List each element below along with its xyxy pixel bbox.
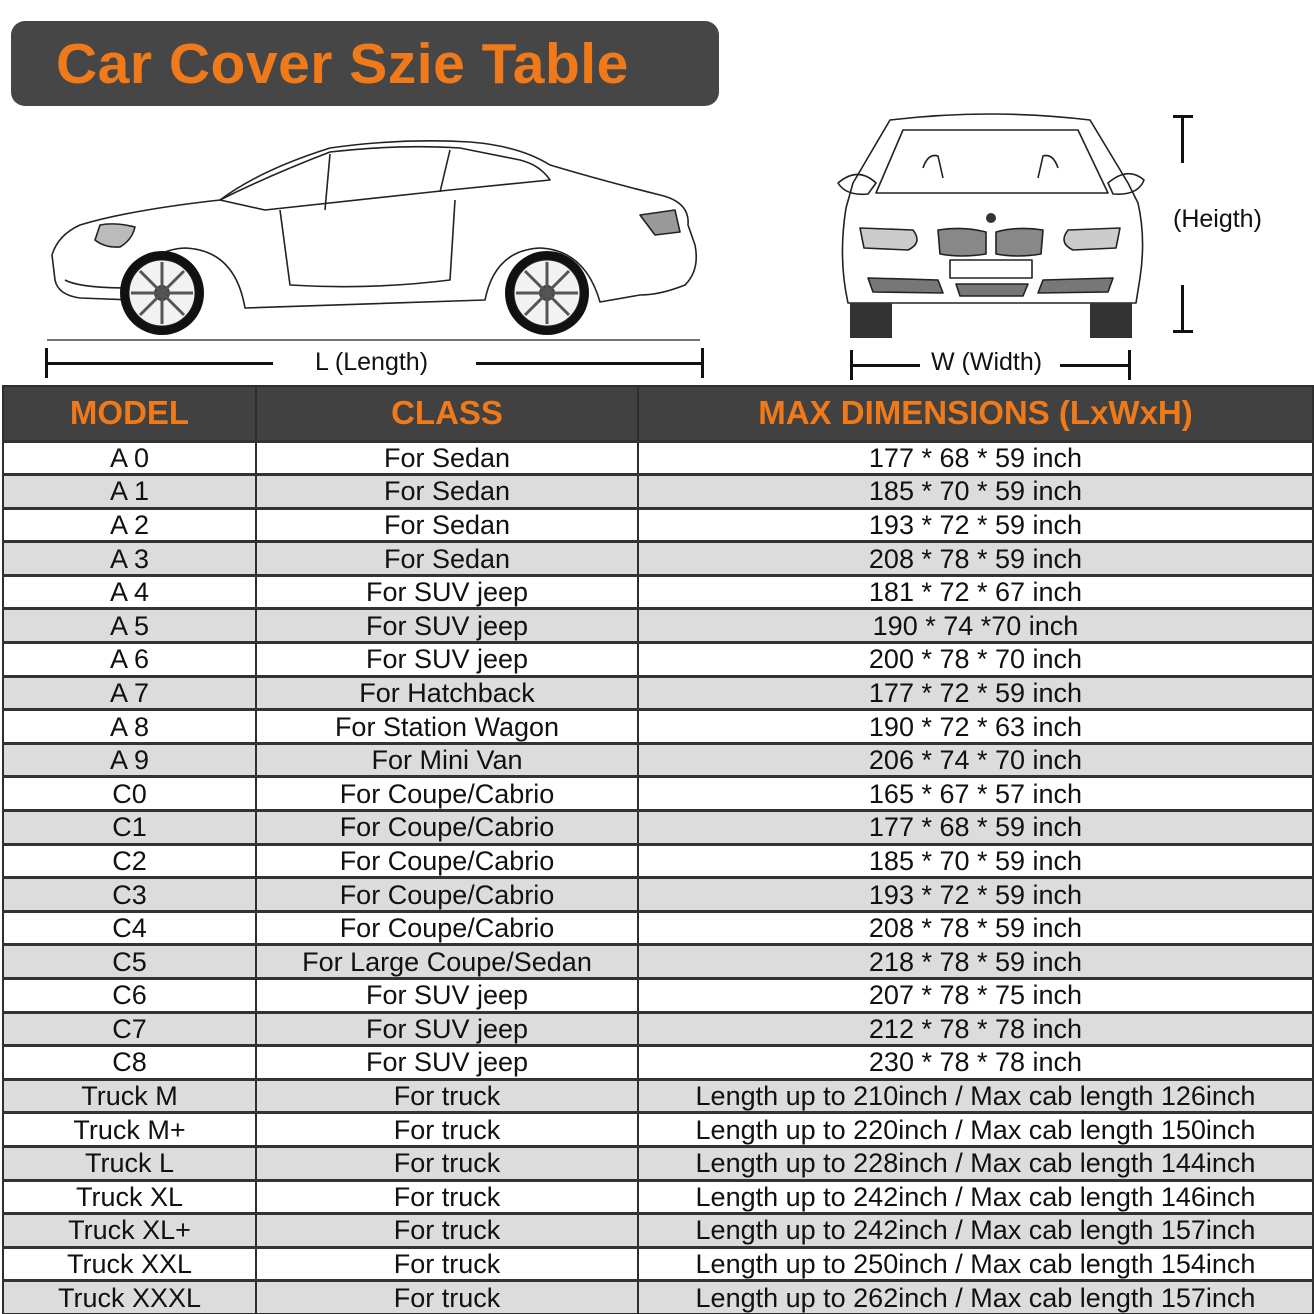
table-row (3, 844, 1313, 878)
table-row (3, 911, 1313, 945)
cell-dimensions: 193 * 72 * 59 inch (638, 878, 1313, 912)
cell-dimensions: 200 * 78 * 70 inch (638, 643, 1313, 677)
table-row (3, 575, 1313, 609)
table-row (3, 1012, 1313, 1046)
cell-dimensions: Length up to 210inch / Max cab length 126inch (638, 1079, 1313, 1113)
cell-dimensions: 190 * 74 *70 inch (638, 609, 1313, 643)
cell-class: For truck (256, 1180, 638, 1214)
cell-model: C1 (3, 811, 256, 845)
width-arrow-left-line (850, 364, 920, 367)
cell-class: For Mini Van (256, 743, 638, 777)
cell-model: Truck XL (3, 1180, 256, 1214)
table-row (3, 710, 1313, 744)
height-arrow-top-line (1181, 115, 1184, 163)
table-row (3, 1180, 1313, 1214)
cell-dimensions: 230 * 78 * 78 inch (638, 1046, 1313, 1080)
cell-class: For Coupe/Cabrio (256, 878, 638, 912)
cell-class: For truck (256, 1247, 638, 1281)
cell-model: A 3 (3, 542, 256, 576)
cell-class: For truck (256, 1079, 638, 1113)
cell-model: C2 (3, 844, 256, 878)
cell-dimensions: 165 * 67 * 57 inch (638, 777, 1313, 811)
table-row (3, 1214, 1313, 1248)
cell-class: For truck (256, 1146, 638, 1180)
cell-dimensions: 193 * 72 * 59 inch (638, 508, 1313, 542)
table-row (3, 643, 1313, 677)
width-arrow-right-line (1060, 364, 1130, 367)
table-row (3, 475, 1313, 509)
table-row (3, 508, 1313, 542)
table-row (3, 1146, 1313, 1180)
table-row (3, 1281, 1313, 1314)
cell-model: Truck XXL (3, 1247, 256, 1281)
cell-dimensions: Length up to 228inch / Max cab length 144inch (638, 1146, 1313, 1180)
cell-dimensions: 190 * 72 * 63 inch (638, 710, 1313, 744)
cell-model: Truck L (3, 1146, 256, 1180)
table-row (3, 441, 1313, 475)
cell-dimensions: 206 * 74 * 70 inch (638, 743, 1313, 777)
table-row (3, 878, 1313, 912)
cell-dimensions: 207 * 78 * 75 inch (638, 979, 1313, 1013)
cell-class: For Station Wagon (256, 710, 638, 744)
cell-model: Truck XL+ (3, 1214, 256, 1248)
cell-dimensions: Length up to 250inch / Max cab length 154inch (638, 1247, 1313, 1281)
cell-dimensions: Length up to 262inch / Max cab length 157inch (638, 1281, 1313, 1314)
length-arrow-right-line (476, 362, 704, 365)
cell-model: C5 (3, 945, 256, 979)
cell-model: A 7 (3, 676, 256, 710)
table-row (3, 811, 1313, 845)
cell-model: C8 (3, 1046, 256, 1080)
cell-model: C0 (3, 777, 256, 811)
table-row (3, 945, 1313, 979)
length-arrow-left-line (45, 362, 273, 365)
cell-class: For Sedan (256, 441, 638, 475)
cell-dimensions: 177 * 68 * 59 inch (638, 441, 1313, 475)
width-arrow-right-cap (1128, 350, 1131, 380)
cell-dimensions: Length up to 242inch / Max cab length 146inch (638, 1180, 1313, 1214)
cell-class: For truck (256, 1113, 638, 1147)
car-front-view-icon (828, 108, 1154, 343)
table-header-row (3, 386, 1313, 441)
cell-class: For Coupe/Cabrio (256, 844, 638, 878)
cell-class: For Large Coupe/Sedan (256, 945, 638, 979)
cell-dimensions: 208 * 78 * 59 inch (638, 911, 1313, 945)
cell-class: For Hatchback (256, 676, 638, 710)
cell-dimensions: Length up to 242inch / Max cab length 157inch (638, 1214, 1313, 1248)
cell-class: For SUV jeep (256, 575, 638, 609)
cell-class: For Sedan (256, 475, 638, 509)
cell-class: For truck (256, 1214, 638, 1248)
table-row (3, 1247, 1313, 1281)
cell-class: For SUV jeep (256, 609, 638, 643)
cell-class: For SUV jeep (256, 979, 638, 1013)
cell-class: For SUV jeep (256, 1012, 638, 1046)
cell-model: C3 (3, 878, 256, 912)
cell-class: For Sedan (256, 508, 638, 542)
table-row (3, 979, 1313, 1013)
size-table (2, 385, 1314, 1314)
table-row (3, 1046, 1313, 1080)
cell-dimensions: 208 * 78 * 59 inch (638, 542, 1313, 576)
cell-class: For Coupe/Cabrio (256, 911, 638, 945)
table-body (3, 441, 1313, 1314)
cell-model: C7 (3, 1012, 256, 1046)
column-header-dimensions: MAX DIMENSIONS (LxWxH) (638, 386, 1313, 441)
length-label: L (Length) (315, 348, 429, 376)
table-row (3, 609, 1313, 643)
table-row (3, 1113, 1313, 1147)
cell-class: For Coupe/Cabrio (256, 777, 638, 811)
table-row (3, 542, 1313, 576)
column-header-model: MODEL (3, 386, 256, 441)
width-label: W (Width) (931, 348, 1043, 376)
table-row (3, 743, 1313, 777)
cell-dimensions: 181 * 72 * 67 inch (638, 575, 1313, 609)
cell-dimensions: 185 * 70 * 59 inch (638, 844, 1313, 878)
height-arrow-bottom-line (1181, 285, 1184, 333)
cell-dimensions: 185 * 70 * 59 inch (638, 475, 1313, 509)
cell-model: A 4 (3, 575, 256, 609)
cell-dimensions: Length up to 220inch / Max cab length 150inch (638, 1113, 1313, 1147)
length-arrow-right-cap (701, 348, 704, 378)
size-table-container (2, 385, 1312, 1314)
table-row (3, 777, 1313, 811)
cell-model: A 9 (3, 743, 256, 777)
column-header-class: CLASS (256, 386, 638, 441)
car-side-view-icon (40, 130, 710, 345)
page-title: Car Cover Szie Table (56, 31, 629, 96)
cell-model: A 1 (3, 475, 256, 509)
cell-model: C6 (3, 979, 256, 1013)
cell-model: Truck M+ (3, 1113, 256, 1147)
cell-class: For truck (256, 1281, 638, 1314)
cell-dimensions: 177 * 72 * 59 inch (638, 676, 1313, 710)
cell-model: A 2 (3, 508, 256, 542)
cell-class: For SUV jeep (256, 643, 638, 677)
cell-model: A 0 (3, 441, 256, 475)
cell-model: A 8 (3, 710, 256, 744)
cell-model: C4 (3, 911, 256, 945)
cell-model: Truck XXXL (3, 1281, 256, 1314)
cell-dimensions: 177 * 68 * 59 inch (638, 811, 1313, 845)
cell-model: A 5 (3, 609, 256, 643)
table-row (3, 676, 1313, 710)
cell-class: For Coupe/Cabrio (256, 811, 638, 845)
cell-model: A 6 (3, 643, 256, 677)
cell-dimensions: 218 * 78 * 59 inch (638, 945, 1313, 979)
title-banner (11, 21, 719, 106)
cell-class: For Sedan (256, 542, 638, 576)
height-label: (Heigth) (1173, 205, 1262, 233)
table-row (3, 1079, 1313, 1113)
cell-class: For SUV jeep (256, 1046, 638, 1080)
cell-model: Truck M (3, 1079, 256, 1113)
height-arrow-bottom-cap (1173, 330, 1193, 333)
cell-dimensions: 212 * 78 * 78 inch (638, 1012, 1313, 1046)
